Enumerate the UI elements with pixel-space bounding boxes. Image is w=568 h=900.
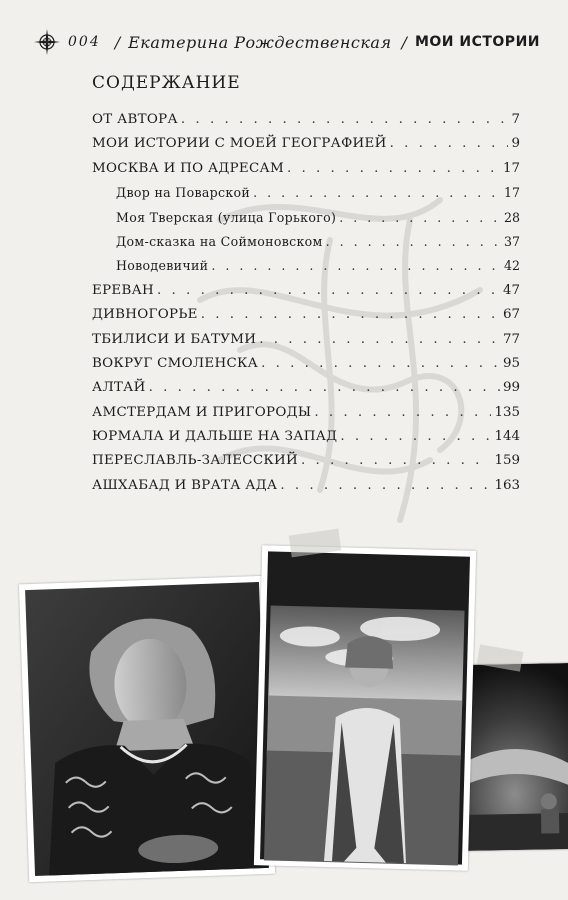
toc-entry-page: 17	[502, 160, 520, 176]
toc-entry[interactable]	[92, 356, 520, 380]
toc-leader-dots	[157, 283, 500, 298]
toc-entry-title: Двор на Поварской	[116, 185, 251, 201]
toc-leader-dots	[326, 234, 501, 249]
toc-entry-title: Моя Тверская (улица Горького)	[116, 209, 337, 225]
toc-entry[interactable]	[92, 429, 520, 453]
toc-entry-page: 17	[503, 185, 520, 201]
toc-leader-dots	[280, 478, 491, 493]
toc-entry[interactable]	[92, 380, 520, 404]
compass-rose-icon	[34, 29, 60, 55]
toc-entry-page: 28	[503, 209, 520, 225]
author-name: Екатерина Рождественская	[128, 32, 392, 52]
toc-entry[interactable]	[92, 283, 520, 307]
toc-entry-title: МОИ ИСТОРИИ С МОЕЙ ГЕОГРАФИЕЙ	[92, 136, 387, 152]
toc-entry[interactable]	[92, 332, 520, 356]
toc-leader-dots	[301, 453, 491, 468]
toc-entry-page: 144	[494, 429, 520, 445]
toc-entry-title: МОСКВА И ПО АДРЕСАМ	[92, 160, 284, 176]
toc-entry-title: Дом-сказка на Соймоновском	[116, 233, 323, 249]
page-number: 004	[68, 34, 101, 50]
toc-entry-title: АЛТАЙ	[92, 380, 146, 396]
toc-entry-page: 77	[502, 331, 520, 347]
toc-entry-title: АШХАБАД И ВРАТА АДА	[92, 477, 278, 493]
toc-leader-dots	[259, 332, 500, 347]
toc-entry-page: 135	[494, 404, 520, 420]
header-separator: /	[114, 32, 121, 52]
toc-leader-dots	[261, 356, 500, 371]
toc-entry-page: 159	[494, 453, 520, 469]
toc-entry[interactable]	[92, 136, 520, 160]
toc-entry-page: 47	[502, 282, 520, 298]
table-of-contents	[92, 112, 520, 502]
toc-leader-dots	[181, 112, 509, 127]
toc-entry-page: 67	[502, 307, 520, 323]
toc-entry-title: ОТ АВТОРА	[92, 112, 178, 127]
toc-entry[interactable]	[92, 307, 520, 331]
toc-entry-title: ВОКРУГ СМОЛЕНСКА	[92, 355, 259, 371]
toc-leader-dots	[340, 429, 491, 444]
toc-entry-page: 95	[502, 355, 520, 371]
toc-heading: СОДЕРЖАНИЕ	[92, 73, 241, 93]
toc-leader-dots	[287, 161, 500, 176]
toc-subentry[interactable]	[92, 185, 520, 209]
toc-entry-title: ТБИЛИСИ И БАТУМИ	[92, 331, 257, 347]
toc-leader-dots	[253, 185, 501, 200]
page-header	[34, 30, 548, 54]
toc-leader-dots	[390, 136, 509, 151]
toc-subentry[interactable]	[92, 210, 520, 234]
toc-entry-page: 99	[502, 380, 520, 396]
toc-entry[interactable]	[92, 161, 520, 185]
toc-entry-page: 37	[503, 233, 520, 249]
toc-entry-title: ДИВНОГОРЬЕ	[92, 307, 198, 323]
toc-entry[interactable]	[92, 453, 520, 477]
toc-leader-dots	[201, 307, 500, 322]
toc-entry-title: ЕРЕВАН	[92, 282, 155, 298]
toc-entry-page: 163	[494, 477, 520, 493]
toc-leader-dots	[211, 258, 501, 273]
book-title: МОИ ИСТОРИИ	[414, 34, 540, 50]
toc-entry-title: ПЕРЕСЛАВЛЬ-ЗАЛЕССКИЙ	[92, 453, 299, 469]
toc-leader-dots	[339, 210, 501, 225]
toc-subentry[interactable]	[92, 258, 520, 282]
header-separator-2: /	[401, 32, 407, 52]
toc-leader-dots	[314, 405, 491, 420]
toc-subentry[interactable]	[92, 234, 520, 258]
photo-woman-portrait	[19, 576, 275, 882]
toc-entry-page: 7	[511, 112, 520, 127]
toc-entry-page: 42	[503, 258, 520, 274]
toc-entry[interactable]	[92, 478, 520, 502]
toc-entry[interactable]	[92, 405, 520, 429]
toc-entry[interactable]	[92, 112, 520, 136]
toc-entry-title: АМСТЕРДАМ И ПРИГОРОДЫ	[92, 404, 312, 420]
photo-woman-landscape	[254, 545, 476, 870]
toc-entry-page: 9	[511, 136, 520, 152]
toc-entry-title: Новодевичий	[116, 258, 209, 274]
toc-leader-dots	[149, 380, 500, 395]
toc-entry-title: ЮРМАЛА И ДАЛЬШЕ НА ЗАПАД	[92, 429, 338, 445]
